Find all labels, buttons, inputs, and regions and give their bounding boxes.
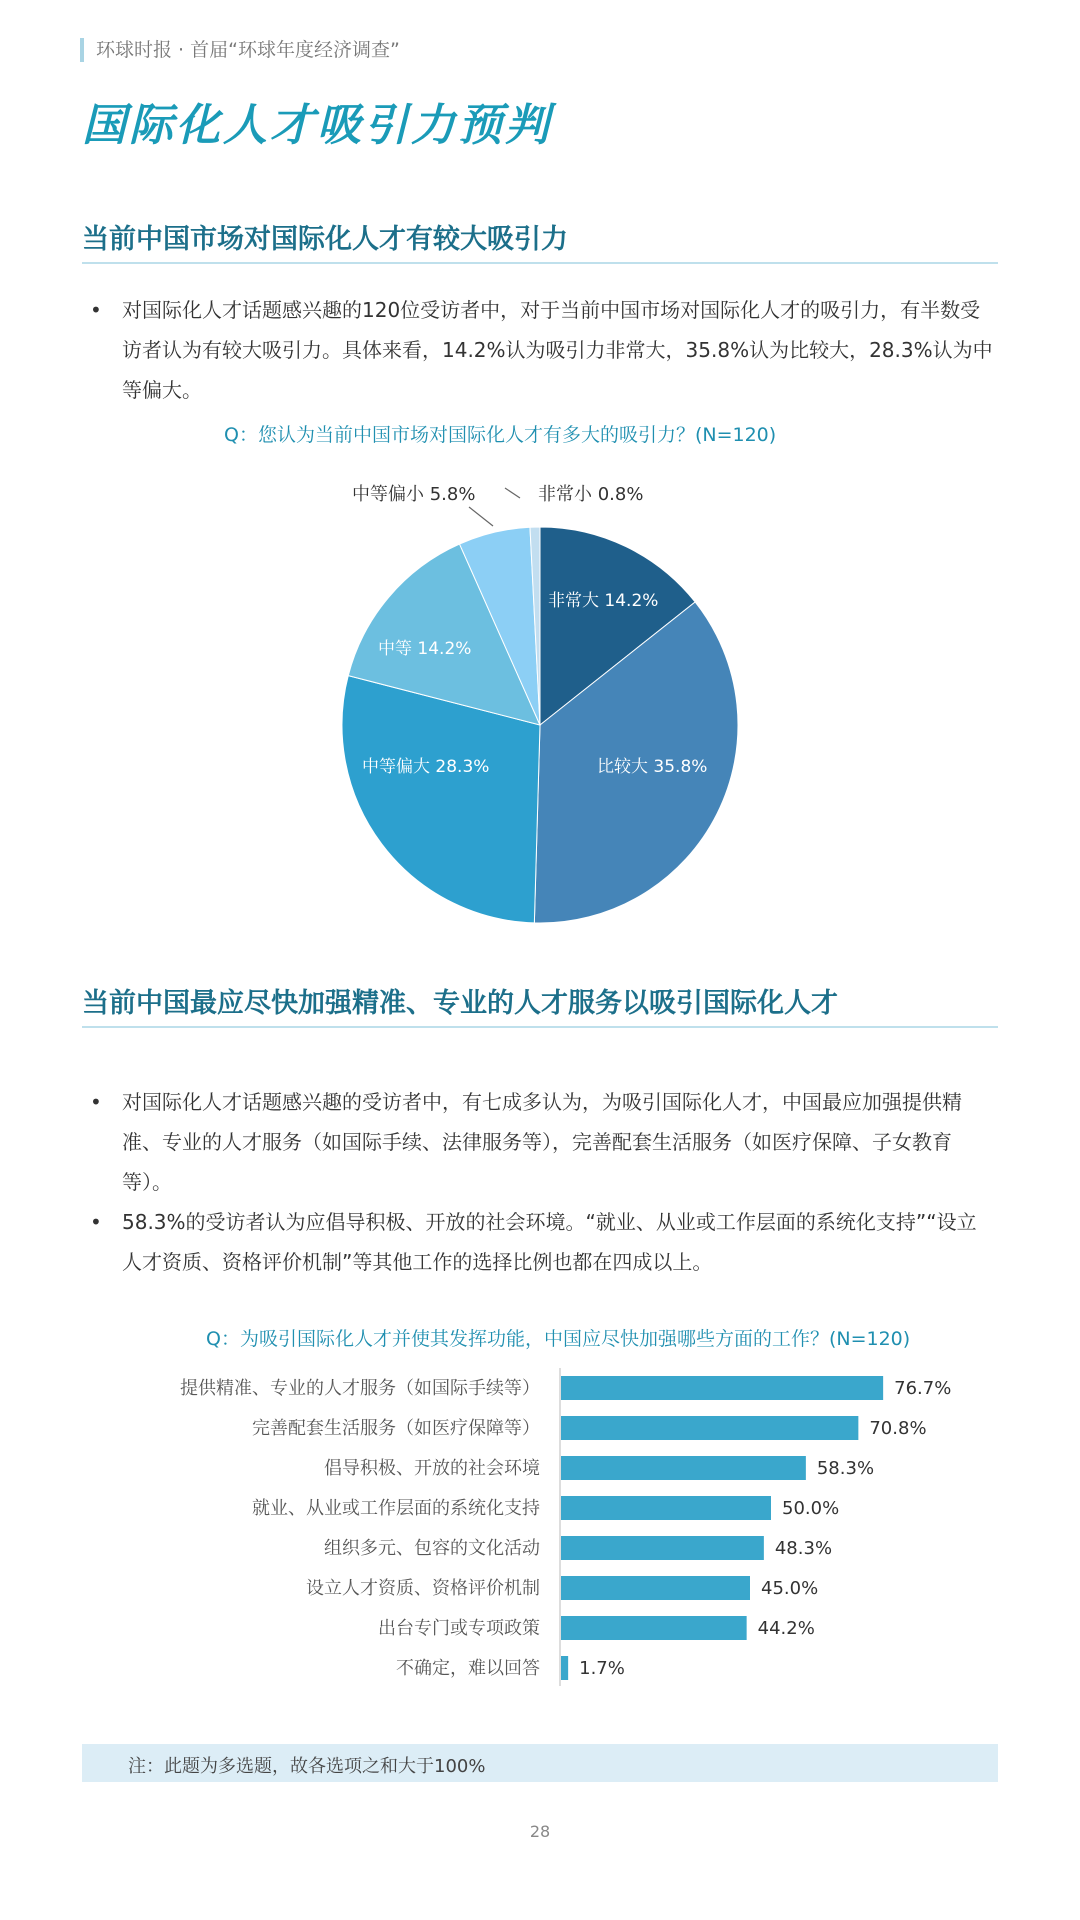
bar-value-label: 1.7%: [579, 1658, 625, 1679]
bar-value-label: 70.8%: [869, 1418, 927, 1439]
pie-slice-label: 中等偏大 28.3%: [362, 757, 490, 777]
bar: [561, 1376, 883, 1400]
pie-leader-line: [505, 488, 520, 498]
bullet-item: • 对国际化人才话题感兴趣的120位受访者中，对于当前中国市场对国际化人才的吸引力，有半数受访者认为有较大吸引力。具体来看，14.2%认为吸引力非常大，35.8%认为比较大，28.3%认为中等偏大。: [86, 290, 996, 410]
bar-category-label: 不确定，难以回答: [396, 1658, 540, 1679]
section-divider: [82, 1026, 998, 1028]
section-title-attraction: 当前中国市场对国际化人才有较大吸引力: [82, 224, 568, 255]
section2-bullet-list: [86, 1082, 996, 1282]
bar-value-label: 48.3%: [774, 1538, 833, 1559]
footnote-box: [82, 1744, 998, 1782]
bar-chart-svg: [120, 1368, 1020, 1688]
footnote-text: 注：此题为多选题，故各选项之和大于100%: [128, 1756, 486, 1777]
pie-question: Q：您认为当前中国市场对国际化人才有多大的吸引力？(N=120): [224, 424, 777, 446]
bar: [561, 1456, 806, 1480]
pie-chart: [330, 470, 770, 950]
bar-chart: [120, 1368, 1020, 1688]
bar: [561, 1496, 771, 1520]
bar: [561, 1576, 750, 1600]
bar-value-label: 45.0%: [761, 1578, 819, 1599]
page-number: 28: [529, 1822, 551, 1841]
bar-category-label: 设立人才资质、资格评价机制: [306, 1578, 540, 1599]
bar: [561, 1416, 858, 1440]
report-header-text: 环球时报 · 首届“环球年度经济调查”: [96, 39, 400, 61]
pie-leader-line: [469, 507, 493, 526]
pie-slice-label: 比较大 35.8%: [597, 757, 708, 777]
pie-chart-svg: [330, 470, 770, 950]
bullet-item: • 对国际化人才话题感兴趣的受访者中，有七成多认为，为吸引国际化人才，中国最应加强提供精准、专业的人才服务（如国际手续、法律服务等），完善配套生活服务（如医疗保障、子女教育等）。: [86, 1082, 996, 1202]
bar-category-label: 完善配套生活服务（如医疗保障等）: [252, 1418, 540, 1439]
page-title: 国际化人才吸引力预判: [82, 100, 552, 151]
bar-value-label: 76.7%: [894, 1378, 952, 1399]
bar: [561, 1536, 764, 1560]
bar: [561, 1616, 747, 1640]
bar-value-label: 44.2%: [757, 1618, 815, 1639]
section-title-talent-services: 当前中国最应尽快加强精准、专业的人才服务以吸引国际化人才: [82, 988, 838, 1019]
bar-category-label: 组织多元、包容的文化活动: [324, 1538, 540, 1559]
bar-category-label: 倡导积极、开放的社会环境: [324, 1458, 540, 1479]
bar-value-label: 50.0%: [782, 1498, 840, 1519]
bar: [561, 1656, 568, 1680]
bar-category-label: 出台专门或专项政策: [378, 1618, 540, 1639]
section-divider: [82, 262, 998, 264]
pie-outer-label: 非常小 0.8%: [538, 484, 644, 505]
bar-question: Q：为吸引国际化人才并使其发挥功能，中国应尽快加强哪些方面的工作？(N=120): [206, 1328, 911, 1350]
pie-outer-label: 中等偏小 5.8%: [352, 484, 476, 505]
bar-value-label: 58.3%: [816, 1458, 875, 1479]
bar-category-label: 就业、从业或工作层面的系统化支持: [252, 1498, 540, 1519]
pie-slice-label: 非常大 14.2%: [548, 591, 659, 611]
report-header: [80, 38, 400, 62]
bar-category-label: 提供精准、专业的人才服务（如国际手续等）: [180, 1378, 540, 1399]
bullet-item: • 58.3%的受访者认为应倡导积极、开放的社会环境。“就业、从业或工作层面的系统化支持”“设立人才资质、资格评价机制”等其他工作的选择比例也都在四成以上。: [86, 1202, 996, 1282]
section1-bullet-list: [86, 290, 996, 410]
pie-slice-label: 中等 14.2%: [378, 639, 472, 659]
